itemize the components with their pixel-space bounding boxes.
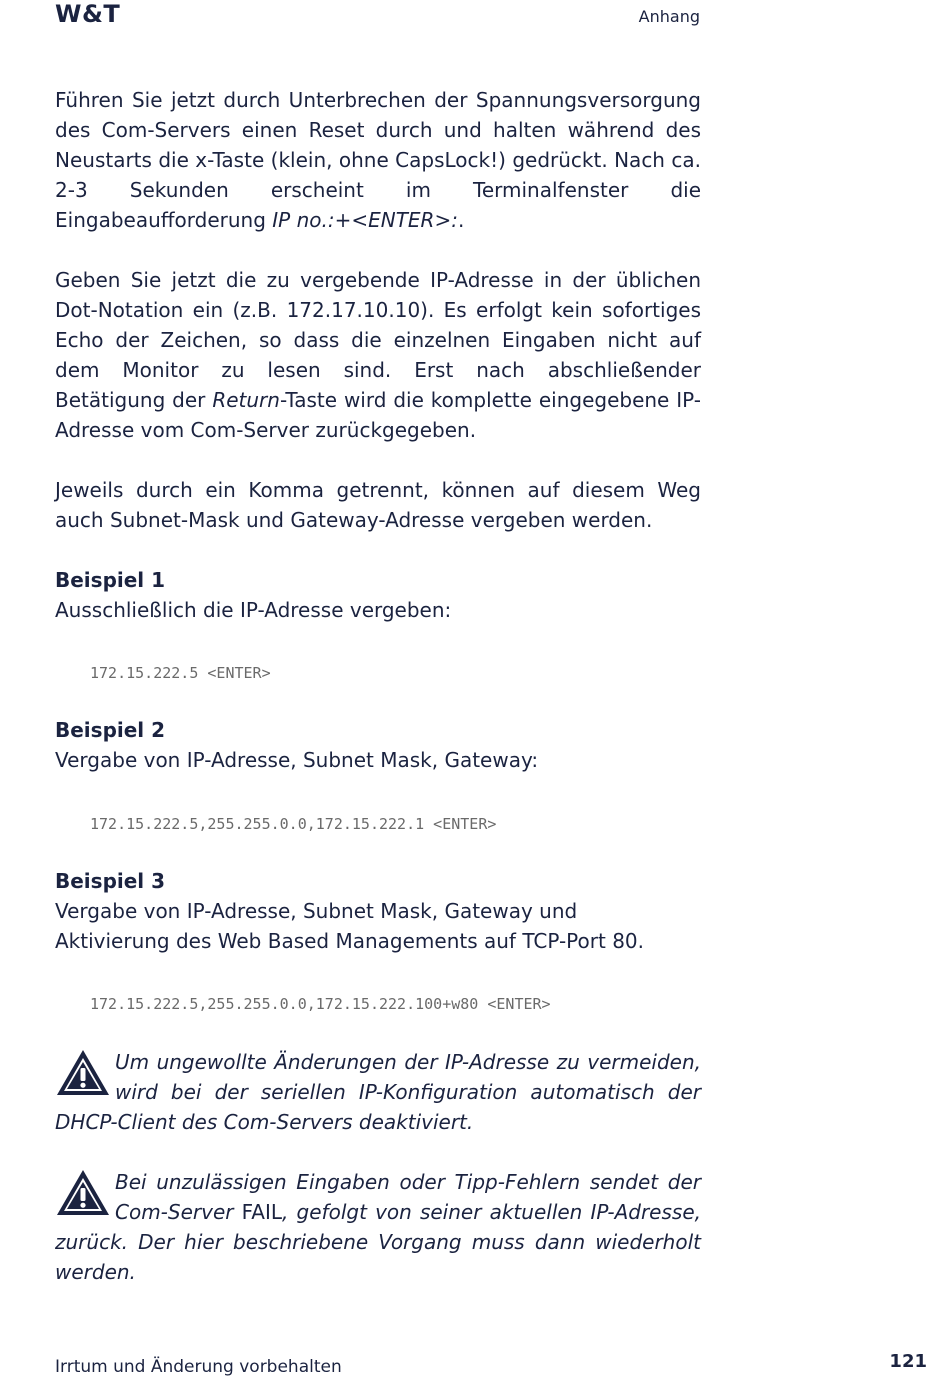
return-key-text: Return [212,388,280,412]
warning-text: Bei unzulässigen Eingaben oder Tipp-Fehlern sendet der Com-Server [115,1170,701,1224]
warning-text: Um ungewollte Änderungen der IP-Adresse zu vermeiden, wird bei der seriellen IP-Konfiguration automatisch der DHCP-Client des Com-Servers deaktiviert. [55,1050,701,1134]
fail-text: FAIL [241,1200,283,1224]
paragraph-text: . [457,208,465,232]
paragraph-text: Geben Sie jetzt die zu vergebende IP-Adresse in der üblichen Dot-Notation ein (z.B. 172.17.10.10). Es erfolgt kein sofortiges Echo der Zeichen, so dass die einzelnen Eingaben nicht auf dem Monitor zu lesen sind. Erst nach abschließender Betätigung der [55,268,701,412]
example-3-code: 172.15.222.5,255.255.0.0,172.15.222.100+w80 <ENTER> [90,995,551,1013]
example-1-title: Beispiel 1 [55,568,166,592]
example-2-text: Vergabe von IP-Adresse, Subnet Mask, Gateway: [55,748,539,772]
paragraph-reset [55,85,701,235]
example-2-code: 172.15.222.5,255.255.0.0,172.15.222.1 <ENTER> [90,815,497,833]
paragraph-text: Führen Sie jetzt durch Unterbrechen der Spannungsversorgung des Com-Servers einen Reset durch und halten während des Neustarts die x-Taste (klein, ohne CapsLock!) gedrückt. Nach ca. 2-3 Sekunden erscheint im Terminalfenster die Eingabeaufforderung [55,88,701,232]
paragraph-text: -Taste wird die komplette eingegebene IP-Adresse vom Com-Server zurückgegeben. [55,388,702,442]
example-2-title: Beispiel 2 [55,718,166,742]
warning-dhcp [55,1047,701,1137]
paragraph-subnet: Jeweils durch ein Komma getrennt, können auf diesem Weg auch Subnet-Mask und Gateway-Adresse vergeben werden. [55,478,701,532]
example-3-title: Beispiel 3 [55,869,166,893]
warning-fail [55,1167,701,1287]
example-1-code: 172.15.222.5 <ENTER> [90,664,271,682]
page-number: 121 [889,1351,927,1372]
prompt-text: IP no.:+<ENTER>: [272,208,458,232]
warning-icon [55,1047,111,1097]
example-1-text: Ausschließlich die IP-Adresse vergeben: [55,598,452,622]
warning-icon [55,1167,111,1217]
brand-logo: W&T [55,0,121,28]
section-title: Anhang [638,7,700,26]
warning-text: , gefolgt von seiner aktuellen IP-Adresse, zurück. Der hier beschriebene Vorgang muss dann wiederholt werden. [55,1200,701,1284]
example-3-text: Vergabe von IP-Adresse, Subnet Mask, Gateway und Aktivierung des Web Based Managements auf TCP-Port 80. [55,899,644,953]
paragraph-ip-entry [55,265,701,445]
footer-note: Irrtum und Änderung vorbehalten [55,1357,342,1377]
